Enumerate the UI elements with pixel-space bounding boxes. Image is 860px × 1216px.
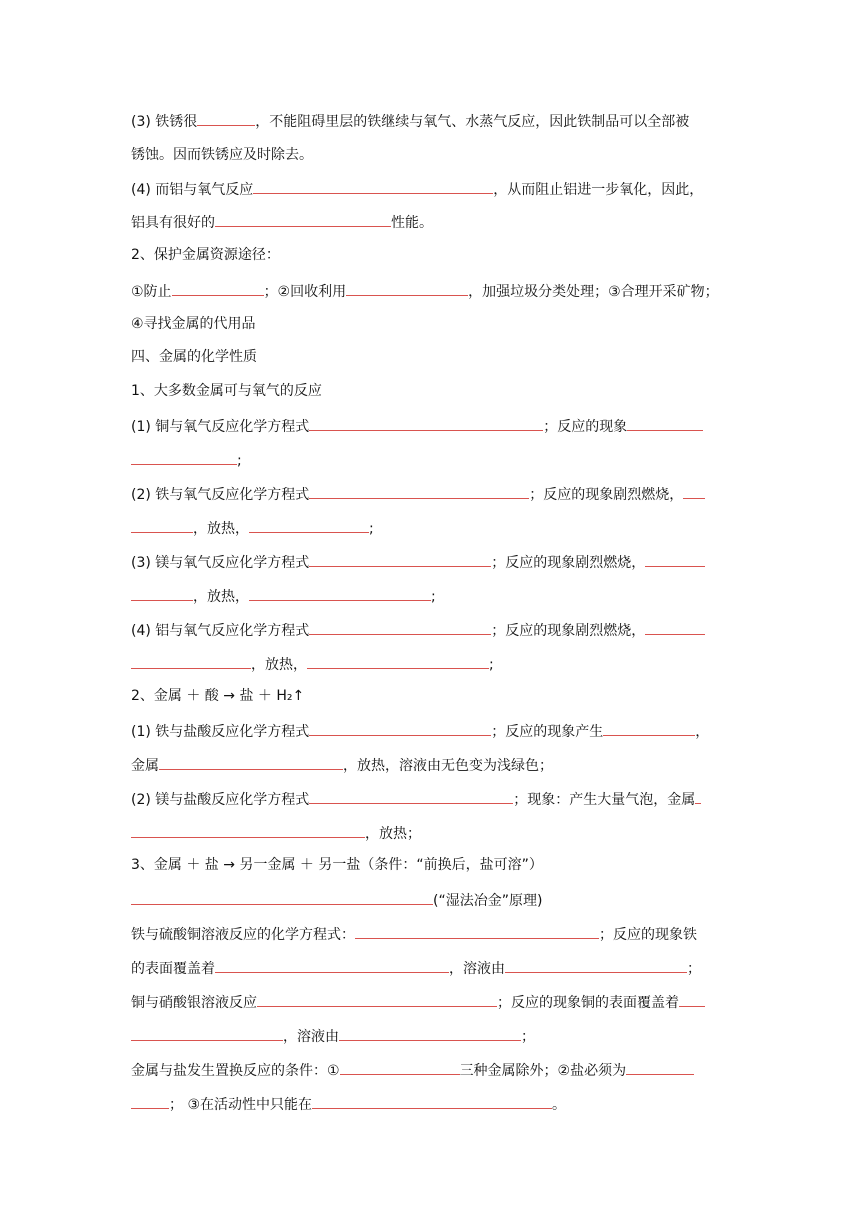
text: ；反应的现象铜的表面覆盖着 [497,995,679,1011]
mg-oxygen-line-2 [131,585,731,607]
rust-line-1 [131,110,731,132]
blank[interactable] [683,483,705,499]
blank[interactable] [340,1059,460,1075]
al-oxygen-line-1 [131,619,731,641]
blank[interactable] [131,1093,169,1109]
blank[interactable] [346,280,468,296]
blank[interactable] [249,585,431,601]
blank[interactable] [249,517,369,533]
text: 铜与硝酸银溶液反应 [131,995,257,1011]
cu-oxygen-line-1 [131,415,731,437]
blank[interactable] [159,754,343,770]
fe-cuso4-line-1 [131,923,731,945]
blank[interactable] [309,788,513,804]
mg-oxygen-line-1 [131,551,731,573]
text: ; [237,453,242,469]
blank[interactable] [309,483,529,499]
text: ，放热， [251,657,307,673]
text: 2、保护金属资源途径： [131,247,280,263]
blank[interactable] [355,923,599,939]
text: (2) 铁与氧气反应化学方程式 [131,487,310,503]
text: 。 [552,1097,567,1113]
blank[interactable] [197,110,255,126]
text: 1、大多数金属可与氧气的反应 [131,383,322,399]
text: (1) 铜与氧气反应化学方程式 [131,419,310,435]
text: ，溶液由 [449,961,505,977]
condition-line-1 [131,1059,731,1081]
blank[interactable] [131,517,193,533]
blank[interactable] [131,449,237,465]
text: ； [521,1029,535,1045]
section-four-title [131,347,731,367]
text: ④寻找金属的代用品 [131,316,256,332]
text: 三种金属除外；②盐必须为 [459,1063,627,1079]
blank[interactable] [505,957,687,973]
blank[interactable] [309,720,491,736]
text: (4) 而铝与氧气反应 [131,182,254,198]
text: ；②回收利用 [263,284,347,300]
protect-line-1 [131,280,731,302]
text: 的表面覆盖着 [131,961,215,977]
text: ; [489,657,494,673]
blank[interactable] [309,619,491,635]
text: ; [369,521,374,537]
cu-agno3-line-1 [131,991,731,1013]
blank[interactable] [645,551,705,567]
text: 四、金属的化学性质 [131,349,257,365]
text: ，放热； [365,826,421,842]
blank[interactable] [215,957,449,973]
text: ；现象：产生大量气泡，金属 [513,792,696,808]
blank[interactable] [603,720,695,736]
text: ，加强垃圾分类处理；③合理开采矿物； [468,284,719,300]
text: (3) 铁锈很 [131,114,198,130]
blank[interactable] [131,1025,283,1041]
text: (“湿法冶金”原理) [433,893,543,909]
text: ，不能阻碍里层的铁继续与氧气、水蒸气反应，因此铁制品可以全部被 [255,114,690,130]
text: ； [687,961,701,977]
text: 金属 [131,758,159,774]
text: 锈蚀。因而铁锈应及时除去。 [131,147,313,163]
mg-acid-line-2 [131,822,731,844]
blank[interactable] [131,585,193,601]
text: ，放热， [193,521,249,537]
blank[interactable] [253,178,493,194]
text: ，溶液由 [283,1029,339,1045]
text: 金属与盐发生置换反应的条件：① [131,1063,340,1079]
text: 铁与硫酸铜溶液反应的化学方程式： [131,927,355,943]
protect-title [131,245,731,265]
blank[interactable] [645,619,705,635]
text: ; [431,589,436,605]
salt-subtitle [131,855,731,875]
blank[interactable] [215,211,391,227]
text: ； ③在活动性中只能在 [169,1097,313,1113]
text: 铝具有很好的 [131,215,215,231]
text: ， [695,724,710,740]
condition-line-2 [131,1093,731,1115]
text: 2、金属 ＋ 酸 → 盐 ＋ H₂↑ [131,688,305,704]
text: ；反应的现象 [543,419,628,435]
fe-cuso4-line-2 [131,957,731,979]
blank[interactable] [679,991,705,1007]
blank[interactable] [626,1059,694,1075]
text: ；反应的现象铁 [599,927,697,943]
mg-acid-line-1 [131,788,731,810]
al-oxygen-line-2 [131,653,731,675]
blank[interactable] [131,653,251,669]
blank[interactable] [627,415,703,431]
acid-subtitle [131,686,731,706]
text: (1) 铁与盐酸反应化学方程式 [131,724,310,740]
text: ；反应的现象产生 [491,724,604,740]
text: ；反应的现象剧烈燃烧， [491,555,646,571]
text: ①防止 [131,284,172,300]
fe-acid-line-2 [131,754,731,776]
text: (3) 镁与氧气反应化学方程式 [131,555,310,571]
blank[interactable] [309,415,543,431]
al-line-1 [131,178,731,200]
fe-acid-line-1 [131,720,731,742]
text: ；反应的现象剧烈燃烧， [529,487,684,503]
cu-agno3-line-2 [131,1025,731,1047]
fe-oxygen-line-2 [131,517,731,539]
text: (2) 镁与盐酸反应化学方程式 [131,792,310,808]
text: ，放热，溶液由无色变为浅绿色； [343,758,553,774]
blank[interactable] [695,788,701,804]
rust-line-2 [131,145,731,165]
blank[interactable] [257,991,497,1007]
text: (4) 铝与氧气反应化学方程式 [131,623,310,639]
blank[interactable] [131,889,433,905]
al-line-2 [131,211,731,233]
blank[interactable] [131,822,365,838]
cu-oxygen-line-2 [131,449,731,471]
text: ，从而阻止铝进一步氧化，因此， [493,182,704,198]
blank[interactable] [312,1093,552,1109]
text: ，放热， [193,589,249,605]
text: 性能。 [391,215,433,231]
blank[interactable] [172,280,264,296]
oxygen-subtitle [131,381,731,401]
protect-line-2 [131,314,731,334]
text: 3、金属 ＋ 盐 → 另一金属 ＋ 另一盐（条件：“前换后，盐可溶”） [131,857,543,873]
fe-oxygen-line-1 [131,483,731,505]
blank[interactable] [309,551,491,567]
salt-equation-line [131,889,731,911]
blank[interactable] [339,1025,521,1041]
text: ；反应的现象剧烈燃烧， [491,623,646,639]
blank[interactable] [307,653,489,669]
